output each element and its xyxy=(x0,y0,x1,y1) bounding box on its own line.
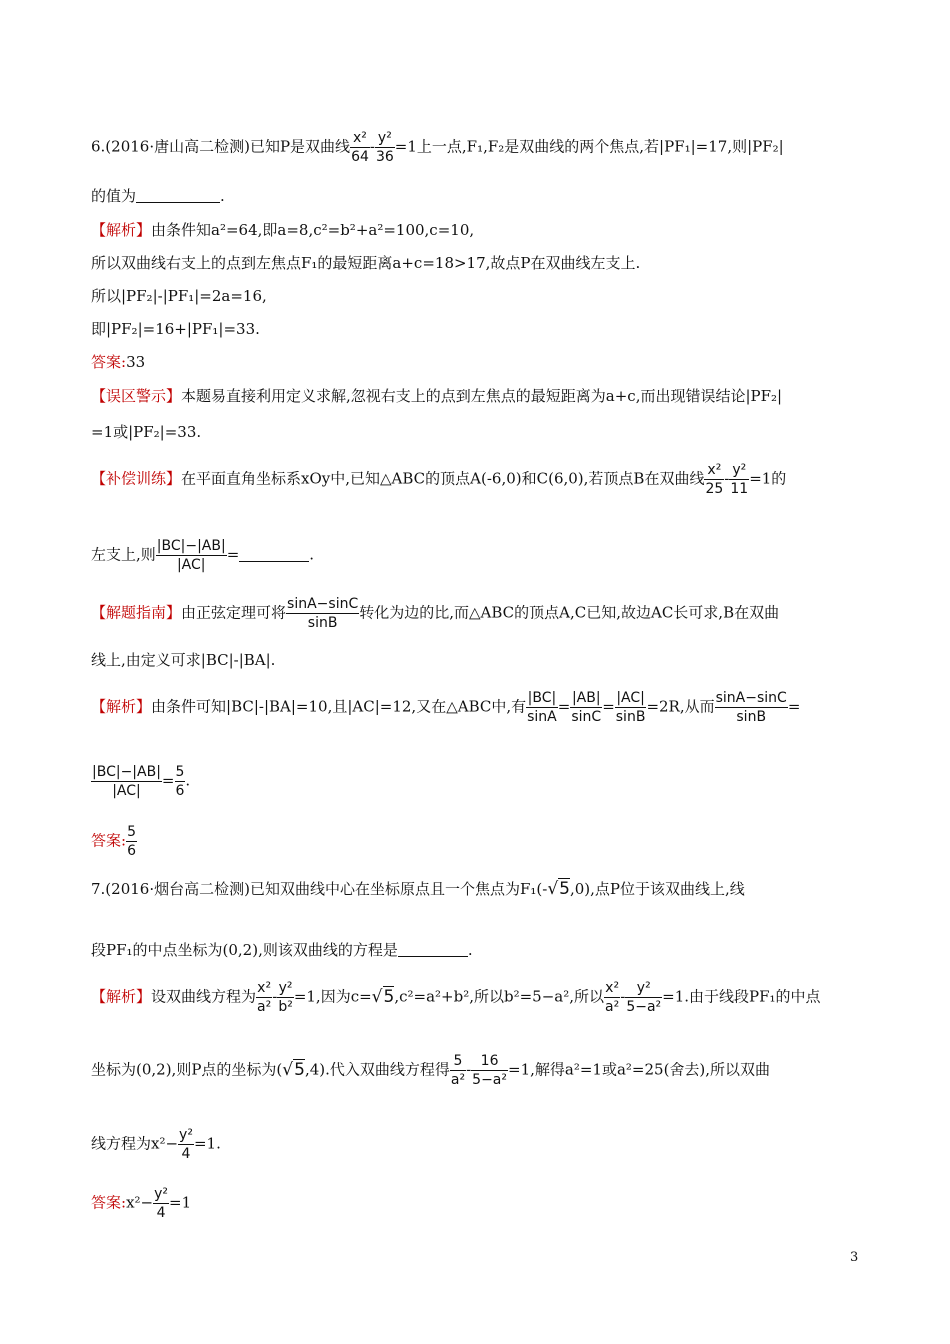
ratio-ac-sinb: $\frac{|AC|}{\sin B}$ xyxy=(615,690,646,725)
q6-warning-l2: =1或|PF₂|=33. xyxy=(91,423,202,441)
answer-blank xyxy=(136,188,220,203)
ratio-sides: $\frac{|BC|-|AB|}{|AC|}$ xyxy=(92,764,161,799)
q7-analysis-l3: 线方程为x²− $\frac{\text{y²}}{4}$ =1. xyxy=(91,1127,221,1162)
analysis-tag: 【解析】 xyxy=(91,987,152,1006)
q6-analysis-l4: 即|PF₂|=16+|PF₁|=33. xyxy=(91,320,260,338)
frac-5-a2: $\frac{5}{\text{a²}}$ xyxy=(450,1053,466,1088)
comp-guide-l1: 【解题指南】由正弦定理可将 $\frac{\sin A-\sin C}{\sin B}$ 转化为边的比,而△ABC的顶点A,C已知,故边AC长可求,B在双曲 xyxy=(91,596,780,631)
q7-analysis-l1: 【解析】设双曲线方程为 $\frac{\text{x²}}{\text{a²}}$ - $\frac{\text{y²}}{\text{b²}}$ =1,因为c=√5,c²=a²+b²,所以b²=5−a²,所以 $\frac{\text{x²}}{\text{a²}}$ - $\frac{\text{y²}}{\text{5−a²}}$ =1.由于线段PF₁的中点 xyxy=(91,980,821,1015)
q7-answer: 答案:x²− $\frac{\text{y²}}{4}$ =1 xyxy=(91,1186,192,1221)
answer-blank xyxy=(398,942,468,957)
ratio-ab-sinc: $\frac{|AB|}{\sin C}$ xyxy=(571,690,602,725)
comp-frac-y2-11: $\frac{\text{y²}}{11}$ xyxy=(730,462,749,497)
frac-y2-4: $\frac{\text{y²}}{4}$ xyxy=(154,1186,169,1221)
q6-line2: 的值为 . xyxy=(91,187,225,205)
frac-x2-a2: $\frac{\text{x²}}{\text{a²}}$ xyxy=(257,980,272,1015)
frac-y2-5-a2: $\frac{\text{y²}}{\text{5−a²}}$ xyxy=(626,980,662,1015)
comp-frac-sine: $\frac{|BC|-|AB|}{|AC|}$ xyxy=(156,538,226,573)
warning-tag: 【误区警示】 xyxy=(91,387,182,405)
comp-guide-l2: 线上,由定义可求|BC|-|BA|. xyxy=(91,651,276,669)
analysis-tag: 【解析】 xyxy=(91,221,152,239)
q6-answer: 答案:33 xyxy=(91,353,146,371)
q7-analysis-l2: 坐标为(0,2),则P点的坐标为(√5,4).代入双曲线方程得 $\frac{5}{\text{a²}}$ - $\frac{16}{\text{5−a²}}$ =1,解得a²=1或a²=25(舍去),所以双曲 xyxy=(91,1053,771,1088)
q6-frac-x2-64: $\frac{\text{x²}}{64}$ xyxy=(351,130,369,165)
answer-label: 答案: xyxy=(91,831,127,850)
comp-line2: 左支上,则 $\frac{|BC|-|AB|}{|AC|}$ = . xyxy=(91,538,315,573)
sqrt-5: √5 xyxy=(547,879,570,899)
sqrt-5: √5 xyxy=(282,1059,305,1080)
ratio-bc-sina: $\frac{|BC|}{\sin A}$ xyxy=(527,690,557,725)
frac-y2-b2: $\frac{\text{y²}}{\text{b²}}$ xyxy=(278,980,293,1015)
comp-line1: 【补偿训练】在平面直角坐标系xOy中,已知△ABC的顶点A(-6,0)和C(6,0),若顶点B在双曲线 $\frac{\text{x²}}{25}$ - $\frac{\text{y²}}{11}$ =1的 xyxy=(91,462,787,497)
q6-analysis-l2: 所以双曲线右支上的点到左焦点F₁的最短距离a+c=18>17,故点P在双曲线左支上. xyxy=(91,254,641,272)
ratio-sine-diff: $\frac{\sin A-\sin C}{\sin B}$ xyxy=(715,690,787,725)
q6-stem: 6.(2016·唐山高二检测)已知P是双曲线 xyxy=(91,137,351,156)
comp-frac-x2-25: $\frac{\text{x²}}{25}$ xyxy=(705,462,724,497)
answer-label: 答案: xyxy=(91,1193,127,1212)
sqrt-5: √5 xyxy=(371,986,395,1007)
page-number: 3 xyxy=(850,1250,859,1265)
guide-tag: 【解题指南】 xyxy=(91,603,182,622)
q6-analysis-l1: 【解析】由条件知a²=64,即a=8,c²=b²+a²=100,c=10, xyxy=(91,221,475,239)
q7-line1: 7.(2016·烟台高二检测)已知双曲线中心在坐标原点且一个焦点为F₁(-√5,0),点P位于该双曲线上,线 xyxy=(91,879,745,899)
q6-analysis-l3: 所以|PF₂|-|PF₁|=2a=16, xyxy=(91,287,267,305)
comp-analysis-l1: 【解析】由条件可知|BC|-|BA|=10,且|AC|=12,又在△ABC中,有 $\frac{|BC|}{\sin A}$ = $\frac{|AB|}{\sin C}$ = $\frac{|AC|}{\sin B}$ =2R,从而 $\frac{\sin A-\sin C}{\sin B}$ = xyxy=(91,690,801,725)
frac-y2-4: $\frac{\text{y²}}{4}$ xyxy=(179,1127,193,1162)
frac-16-5-a2: $\frac{16}{\text{5−a²}}$ xyxy=(472,1053,508,1088)
guide-frac-sine: $\frac{\sin A-\sin C}{\sin B}$ xyxy=(287,596,359,631)
q6-warning-l1: 【误区警示】本题易直接利用定义求解,忽视右支上的点到左焦点的最短距离为a+c,而出现错误结论|PF₂| xyxy=(91,387,783,405)
analysis-tag: 【解析】 xyxy=(91,697,152,716)
comp-tag: 【补偿训练】 xyxy=(91,469,182,488)
comp-answer xyxy=(91,824,137,859)
result-5-6: $\frac{5}{6}$ xyxy=(175,764,185,799)
answer-5-6: $\frac{5}{6}$ xyxy=(127,824,136,859)
frac-x2-a2: $\frac{\text{x²}}{\text{a²}}$ xyxy=(605,980,620,1015)
q7-line2: 段PF₁的中点坐标为(0,2),则该双曲线的方程是 . xyxy=(91,941,473,959)
q6-line1: 6.(2016·唐山高二检测)已知P是双曲线 $\frac{\text{x²}}{64}$ - $\frac{\text{y²}}{36}$ =1上一点,F₁,F₂是双曲线的两个焦点,若|PF₁|=17,则|PF₂| xyxy=(91,130,784,165)
q7-stem: 7.(2016·烟台高二检测)已知双曲线中心在坐标原点且一个焦点为F₁(- xyxy=(91,880,548,898)
answer-label: 答案: xyxy=(91,353,127,371)
comp-analysis-l2: $\frac{|BC|-|AB|}{|AC|}$ = $\frac{5}{6}$ . xyxy=(92,764,191,799)
answer-blank xyxy=(239,547,309,562)
q6-frac-y2-36: $\frac{\text{y²}}{36}$ xyxy=(375,130,394,165)
